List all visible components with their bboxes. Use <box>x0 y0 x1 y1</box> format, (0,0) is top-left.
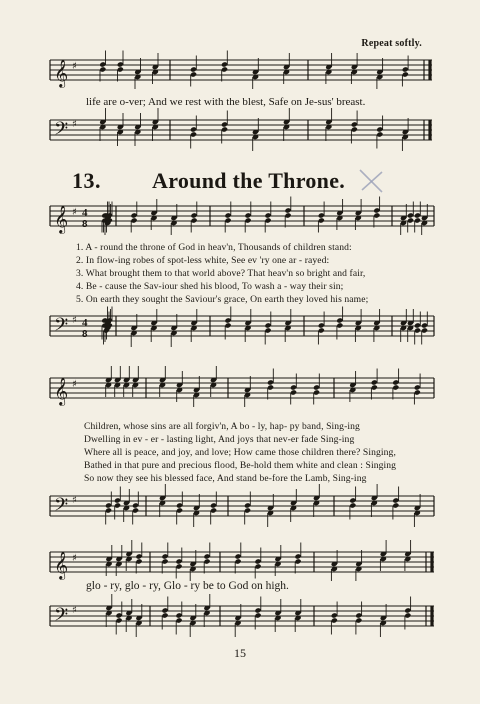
bass-staff-system-3 <box>50 600 440 640</box>
svg-text:𝄞: 𝄞 <box>54 59 69 87</box>
svg-text:♯: ♯ <box>72 119 77 130</box>
verse-2-line-1: 2. In flow-ing robes of spot-less white, See ev 'ry one ar - rayed: <box>76 255 330 266</box>
svg-text:𝄢: 𝄢 <box>54 119 69 144</box>
treble-staff-system-2 <box>50 372 440 412</box>
hymn-title: Around the Throne. <box>152 168 346 193</box>
verse-5-line-1: 5. On earth they sought the Saviour's grace, On earth they loved his name; <box>76 294 369 305</box>
verse-3-line-2: Where all is peace, and joy, and love; How came those children there? Singing, <box>84 447 396 458</box>
treble-staff-top <box>50 56 440 96</box>
svg-text:♯: ♯ <box>72 553 77 564</box>
time-signature-bottom: 8 <box>82 218 88 230</box>
svg-text:𝄞: 𝄞 <box>54 377 69 405</box>
verse-1-line-1: 1. A - round the throne of God in heav'n, Thousands of children stand: <box>76 242 352 253</box>
verse-5-line-2: So now they see his blessed face, And stand be-fore the Lamb, Sing-ing <box>84 473 367 484</box>
hymn-number: 13. <box>72 168 101 193</box>
svg-text:𝄢: 𝄢 <box>54 495 69 520</box>
pencil-x-mark <box>356 166 386 196</box>
svg-text:4: 4 <box>82 317 88 329</box>
refrain-lyric: glo - ry, glo - ry, Glo - ry be to God on high. <box>86 580 289 592</box>
svg-text:♯: ♯ <box>72 379 77 390</box>
repeat-softly-direction: Repeat softly. <box>361 38 422 49</box>
page-number: 15 <box>234 646 246 660</box>
verse-2-line-2: Dwelling in ev - er - lasting light, And joys that nev-er fade Sing-ing <box>84 434 355 445</box>
verse-4-line-2: Bathed in that pure and precious flood, Be-hold them white and clean : Singing <box>84 460 397 471</box>
verse-4-line-1: 4. Be - cause the Sav-iour shed his blood, To wash a - way their sin; <box>76 281 344 292</box>
svg-text:♯: ♯ <box>72 61 77 72</box>
svg-text:𝄞: 𝄞 <box>54 205 69 233</box>
bass-staff-top <box>50 116 440 156</box>
svg-text:♯: ♯ <box>72 315 77 326</box>
svg-text:𝄢: 𝄢 <box>54 605 69 630</box>
verse-3-line-1: 3. What brought them to that world above? That heav'n so bright and fair, <box>76 268 366 279</box>
svg-text:𝄢: 𝄢 <box>54 315 69 340</box>
svg-text:♯: ♯ <box>72 207 77 218</box>
verses-system-2 <box>84 420 436 485</box>
verses-system-1 <box>76 241 436 306</box>
bass-staff-system-2 <box>50 490 440 530</box>
time-signature-top: 4 <box>82 207 88 219</box>
svg-text:𝄞: 𝄞 <box>54 551 69 579</box>
svg-text:♯: ♯ <box>72 495 77 506</box>
treble-staff-system-1 <box>50 200 440 240</box>
previous-hymn-lyric: life are o-ver; And we rest with the blest, Safe on Je-sus' breast. <box>86 96 366 108</box>
svg-text:8: 8 <box>82 328 88 340</box>
bass-staff-system-1 <box>50 310 440 350</box>
svg-text:♯: ♯ <box>72 605 77 616</box>
verse-1-line-2: Children, whose sins are all forgiv'n, A bo - ly, hap- py band, Sing-ing <box>84 421 360 432</box>
